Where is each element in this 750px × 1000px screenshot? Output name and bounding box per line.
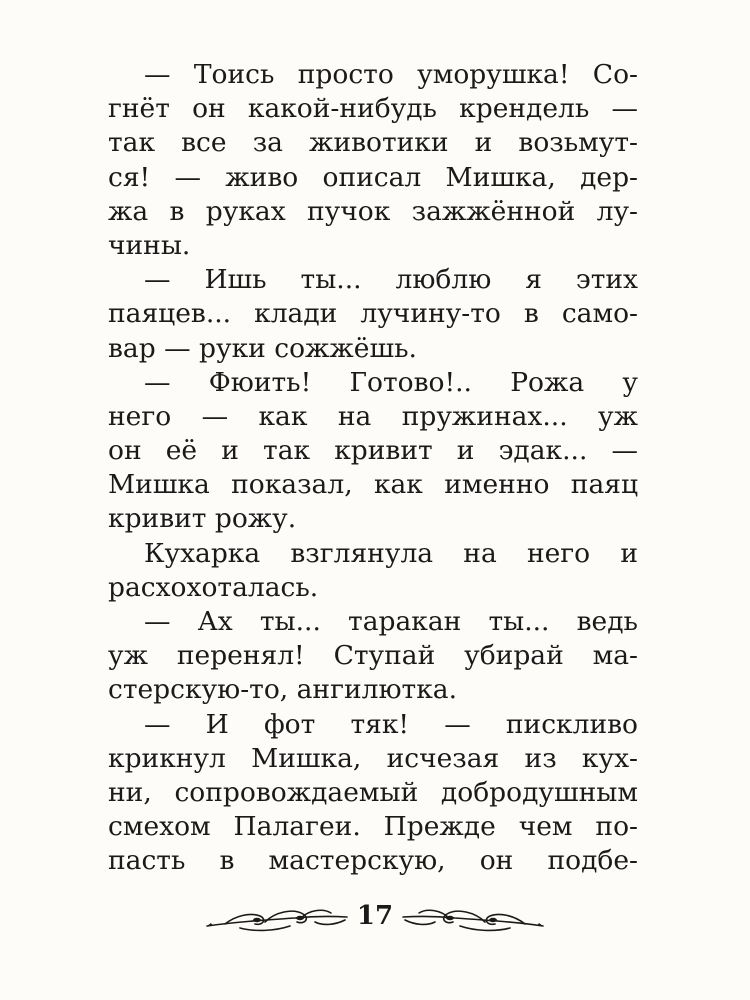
text-line: Кухарка взглянула на него и [144,537,638,569]
text-line: — Ишь ты... люблю я этих [144,264,638,296]
text-line: стерскую-то, ангилютка. [108,674,457,706]
text-line: уж перенял! Ступай убирай ма- [108,640,638,672]
text-line: Мишка показал, как именно паяц [108,469,638,501]
body-text [108,58,638,879]
text-line: ся! — живо описал Мишка, дер- [108,161,638,193]
text-line: он её и так кривит и эдак... — [108,435,638,467]
text-line: пасть в мастерскую, он подбе- [108,845,638,877]
text-line: так все за животики и возьмут- [108,127,638,159]
text-line: расхохоталась. [108,571,319,603]
text-line: паяцев... клади лучину-то в само- [108,298,638,330]
text-line: него — как на пружинах... уж [108,400,638,432]
text-line: чины. [108,229,191,261]
text-line: жа в руках пучок зажжённой лу- [108,195,638,227]
text-line: вар — руки сожжёшь. [108,332,417,364]
text-line: ни, сопровождаемый добродушным [108,776,638,808]
text-line: кривит рожу. [108,503,297,535]
text-line: — И фот тяк! — пискливо [144,708,638,740]
text-line: — Фюить! Готово!.. Рожа у [144,366,638,398]
page-footer [205,898,545,938]
text-line: крикнул Мишка, исчезая из кух- [108,742,638,774]
text-line: гнёт он какой-нибудь крендель — [108,93,638,125]
text-line: смехом Палагеи. Прежде чем по- [108,811,638,843]
text-line: — Тоись просто уморушка! Со- [144,59,638,90]
page-number: 17 [355,898,395,934]
text-line: — Ах ты... таракан ты... ведь [144,606,638,637]
